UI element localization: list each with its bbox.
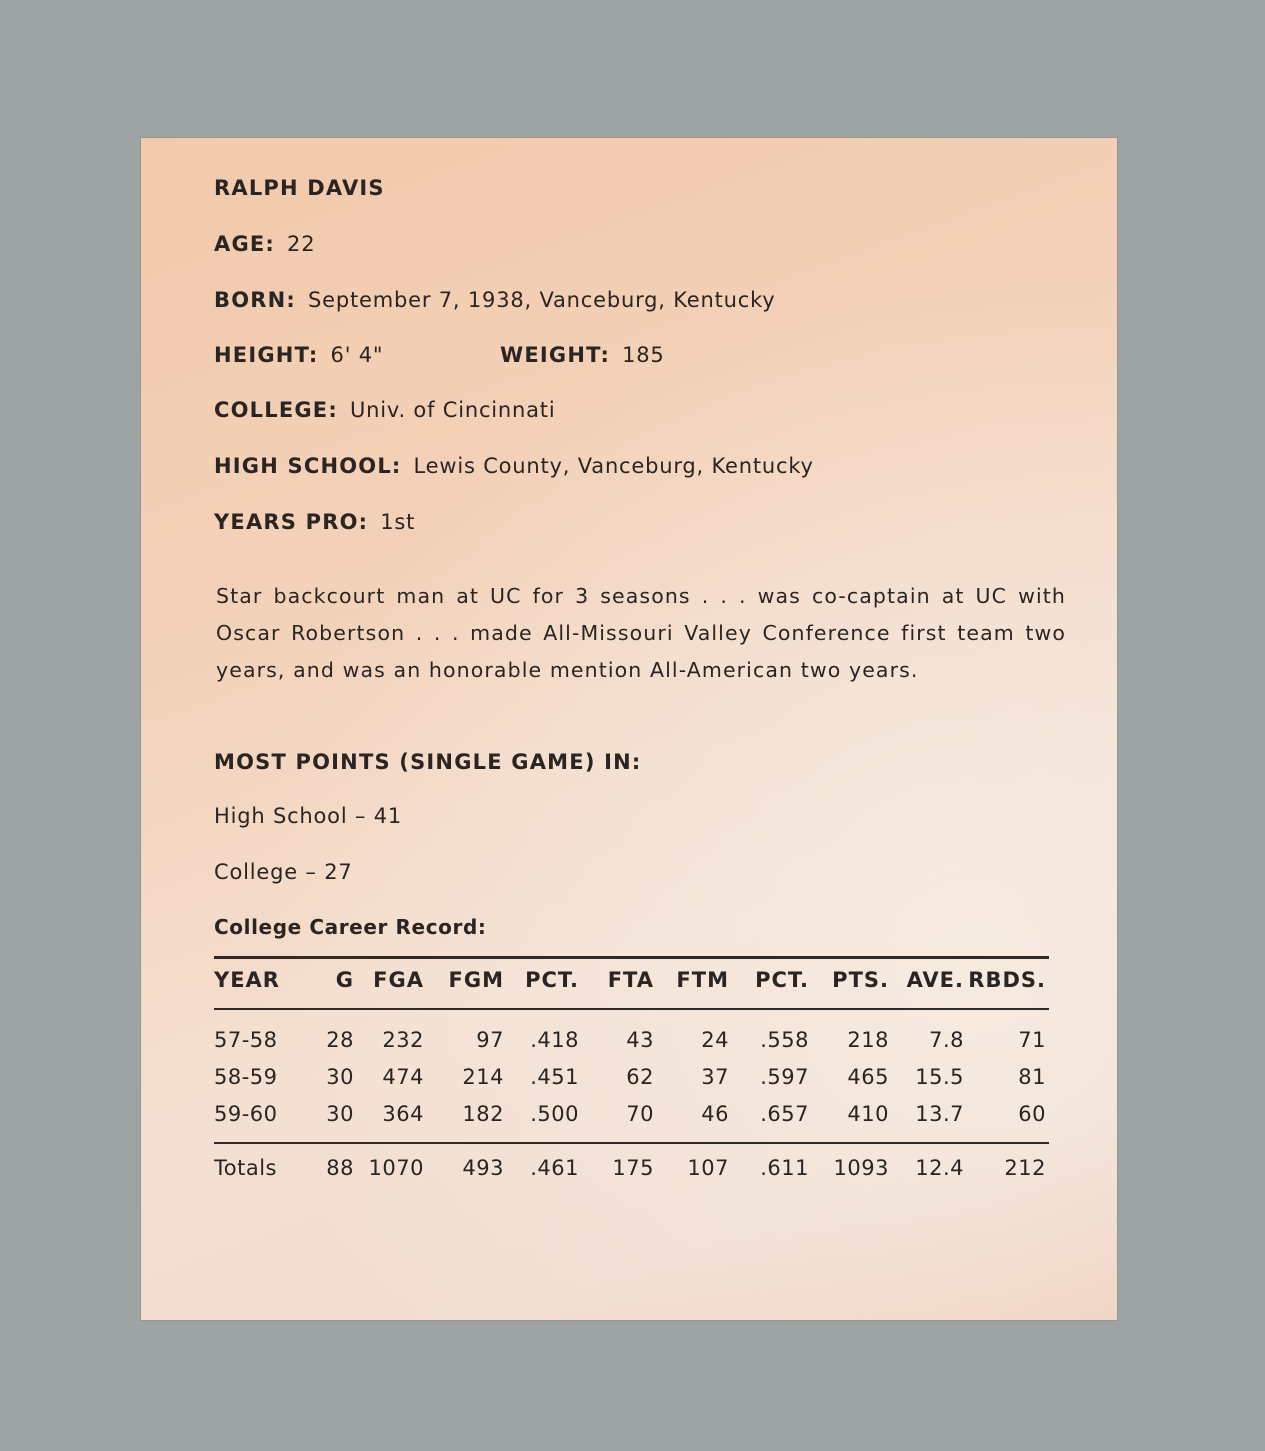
most-points-high-school: High School – 41 [214, 804, 403, 828]
stats-cell-fga: FGA [373, 968, 424, 992]
stats-cell-pct: .418 [530, 1028, 579, 1052]
stats-cell-fga: 1070 [368, 1156, 424, 1180]
career-record-heading: College Career Record: [214, 915, 487, 939]
high-school-label: HIGH SCHOOL: [214, 454, 402, 478]
born-label: BORN: [214, 288, 297, 312]
stats-cell-ftm: FTM [676, 968, 729, 992]
stats-cell-fta: 70 [626, 1102, 654, 1126]
stats-cell-pts: 218 [847, 1028, 889, 1052]
high-school-value: Lewis County, Vanceburg, Kentucky [413, 454, 814, 478]
stats-cell-fta: FTA [607, 968, 654, 992]
stats-cell-ftm: 24 [701, 1028, 729, 1052]
stats-cell-fga: 474 [382, 1065, 424, 1089]
age-value: 22 [287, 232, 316, 256]
high-school-line [214, 454, 814, 478]
stats-cell-fgm: FGM [448, 968, 504, 992]
stats-cell-pct-ft: .611 [760, 1156, 809, 1180]
table-totals-rule [214, 1142, 1049, 1144]
stats-cell-ave: 15.5 [915, 1065, 964, 1089]
stats-cell-fgm: 493 [462, 1156, 504, 1180]
years-pro-value: 1st [380, 510, 416, 534]
weight-group [500, 343, 665, 367]
years-pro-label: YEARS PRO: [214, 510, 369, 534]
stats-cell-fgm: 214 [462, 1065, 504, 1089]
stats-cell-rbds: 60 [1018, 1102, 1046, 1126]
table-header-rule [214, 1008, 1049, 1010]
stats-cell-fta: 43 [626, 1028, 654, 1052]
stats-cell-ave: AVE. [906, 968, 964, 992]
stats-cell-year: 57-58 [214, 1028, 278, 1052]
height-value: 6' 4" [330, 343, 384, 367]
stats-cell-pct: .500 [530, 1102, 579, 1126]
stats-cell-g: G [335, 968, 354, 992]
stats-cell-fgm: 97 [476, 1028, 504, 1052]
weight-value: 185 [622, 343, 665, 367]
stats-cell-fta: 175 [612, 1156, 654, 1180]
most-points-college: College – 27 [214, 860, 353, 884]
stats-cell-pct: PCT. [525, 968, 579, 992]
stats-cell-ave: 7.8 [929, 1028, 964, 1052]
stats-cell-pts: PTS. [832, 968, 889, 992]
stats-cell-fga: 364 [382, 1102, 424, 1126]
stats-cell-pct-ft: .558 [760, 1028, 809, 1052]
stats-cell-pts: 1093 [833, 1156, 889, 1180]
college-line [214, 398, 555, 422]
age-line [214, 232, 315, 256]
stats-cell-g: 28 [326, 1028, 354, 1052]
stats-cell-fga: 232 [382, 1028, 424, 1052]
stats-cell-ave: 13.7 [915, 1102, 964, 1126]
born-line [214, 288, 776, 312]
stats-cell-pct-ft: PCT. [755, 968, 809, 992]
player-name: RALPH DAVIS [214, 176, 385, 200]
stats-cell-fgm: 182 [462, 1102, 504, 1126]
stats-cell-ave: 12.4 [915, 1156, 964, 1180]
stats-cell-ftm: 37 [701, 1065, 729, 1089]
stats-cell-rbds: 212 [1004, 1156, 1046, 1180]
weight-label: WEIGHT: [500, 343, 611, 367]
stats-cell-pct-ft: .597 [760, 1065, 809, 1089]
college-value: Univ. of Cincinnati [349, 398, 556, 422]
college-label: COLLEGE: [214, 398, 338, 422]
stats-cell-year: Totals [214, 1156, 277, 1180]
born-value: September 7, 1938, Vanceburg, Kentucky [308, 288, 776, 312]
height-label: HEIGHT: [214, 343, 319, 367]
stats-cell-g: 30 [326, 1065, 354, 1089]
years-pro-line [214, 510, 415, 534]
bio-paragraph: Star backcourt man at UC for 3 seasons . . . was co-captain at UC with Oscar Robertson . . . made All-Missouri Valley Conference first team two years, and was an honorable mention All-American two years. [216, 584, 1066, 682]
stats-cell-year: YEAR [214, 968, 280, 992]
stats-cell-pct: .461 [530, 1156, 579, 1180]
stats-cell-pts: 465 [847, 1065, 889, 1089]
stats-cell-ftm: 46 [701, 1102, 729, 1126]
stats-cell-year: 59-60 [214, 1102, 278, 1126]
stats-cell-rbds: RBDS. [968, 968, 1046, 992]
age-label: AGE: [214, 232, 276, 256]
stats-cell-year: 58-59 [214, 1065, 278, 1089]
stats-cell-rbds: 71 [1018, 1028, 1046, 1052]
stats-cell-g: 88 [326, 1156, 354, 1180]
stats-cell-pts: 410 [847, 1102, 889, 1126]
stats-cell-ftm: 107 [687, 1156, 729, 1180]
table-top-rule [214, 956, 1049, 959]
most-points-heading: MOST POINTS (SINGLE GAME) IN: [214, 750, 642, 774]
height-weight-line [214, 343, 665, 367]
stats-cell-rbds: 81 [1018, 1065, 1046, 1089]
stats-cell-pct-ft: .657 [760, 1102, 809, 1126]
stats-cell-fta: 62 [626, 1065, 654, 1089]
stats-cell-pct: .451 [530, 1065, 579, 1089]
player-card-back [141, 138, 1117, 1320]
stats-cell-g: 30 [326, 1102, 354, 1126]
